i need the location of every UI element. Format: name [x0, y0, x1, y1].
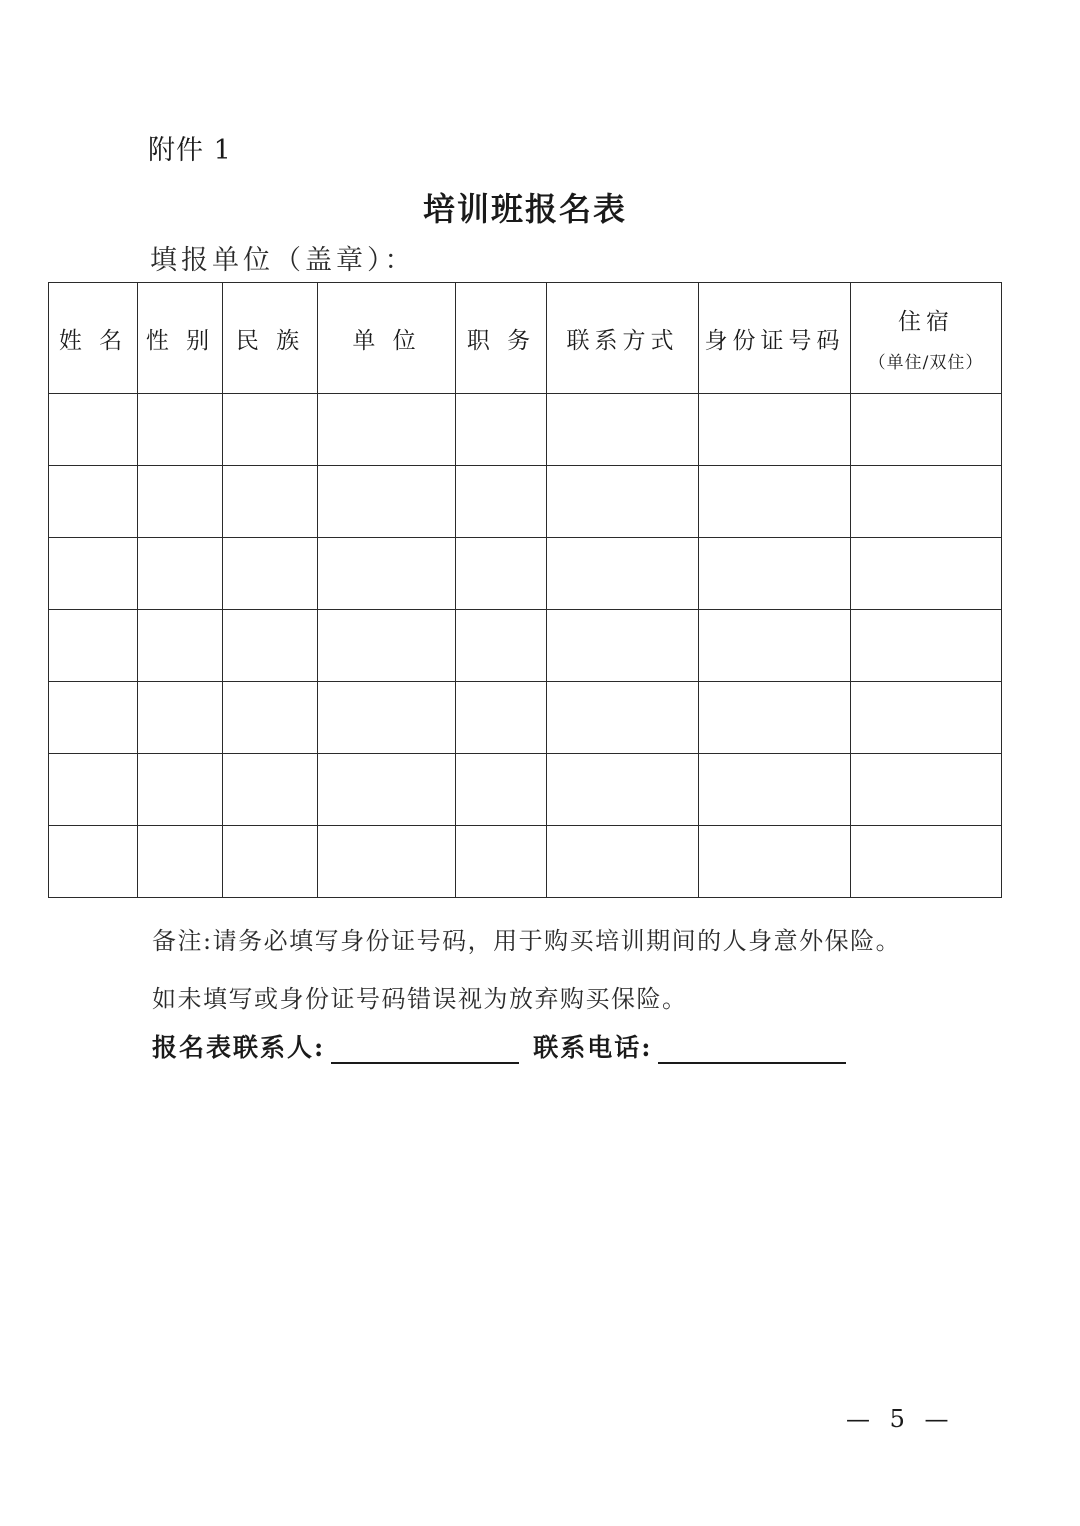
- table-cell[interactable]: [223, 682, 318, 754]
- table-cell[interactable]: [547, 754, 699, 826]
- table-cell[interactable]: [318, 538, 456, 610]
- table-cell[interactable]: [138, 826, 223, 898]
- table-cell[interactable]: [49, 682, 138, 754]
- table-cell[interactable]: [851, 754, 1002, 826]
- table-cell[interactable]: [547, 826, 699, 898]
- table-cell[interactable]: [223, 394, 318, 466]
- table-row: [49, 754, 1002, 826]
- registration-table: [48, 282, 1002, 898]
- table-cell[interactable]: [223, 610, 318, 682]
- table-cell[interactable]: [547, 394, 699, 466]
- table-header-row: [49, 283, 1002, 394]
- header-gender: 性 别: [138, 283, 223, 394]
- table-cell[interactable]: [547, 538, 699, 610]
- remarks-note: 备注:请务必填写身份证号码，用于购买培训期间的人身意外保险。如未填写或身份证号码错误视为放弃购买保险。: [152, 927, 902, 1013]
- header-accommodation: 住宿 （单住/双住）: [851, 283, 1002, 394]
- fill-unit-label: 填报单位（盖章）：: [150, 245, 416, 276]
- table-cell[interactable]: [699, 754, 851, 826]
- table-cell[interactable]: [318, 682, 456, 754]
- table-cell[interactable]: [223, 754, 318, 826]
- table-cell[interactable]: [851, 466, 1002, 538]
- table-cell[interactable]: [318, 826, 456, 898]
- table-cell[interactable]: [456, 538, 547, 610]
- table-row: [49, 826, 1002, 898]
- table-cell[interactable]: [456, 754, 547, 826]
- header-name: 姓 名: [49, 283, 138, 394]
- table-cell[interactable]: [699, 610, 851, 682]
- table-cell[interactable]: [547, 682, 699, 754]
- table-cell[interactable]: [851, 826, 1002, 898]
- table-cell[interactable]: [456, 394, 547, 466]
- table-row: [49, 682, 1002, 754]
- table-cell[interactable]: [138, 754, 223, 826]
- table-cell[interactable]: [318, 394, 456, 466]
- table-cell[interactable]: [138, 466, 223, 538]
- table-cell[interactable]: [49, 538, 138, 610]
- table-cell[interactable]: [851, 394, 1002, 466]
- table-cell[interactable]: [49, 826, 138, 898]
- table-cell[interactable]: [49, 466, 138, 538]
- page-number: — 5 —: [846, 1405, 955, 1433]
- table-cell[interactable]: [699, 538, 851, 610]
- table-cell[interactable]: [318, 754, 456, 826]
- table-cell[interactable]: [699, 394, 851, 466]
- table-cell[interactable]: [547, 610, 699, 682]
- table-cell[interactable]: [318, 466, 456, 538]
- contact-row: [152, 1028, 860, 1064]
- table-cell[interactable]: [138, 610, 223, 682]
- table-cell[interactable]: [223, 466, 318, 538]
- table-cell[interactable]: [547, 466, 699, 538]
- header-accommodation-note: （单住/双住）: [868, 353, 984, 373]
- header-id-number: 身份证号码: [699, 283, 851, 394]
- table-cell[interactable]: [49, 394, 138, 466]
- table-row: [49, 394, 1002, 466]
- table-cell[interactable]: [138, 394, 223, 466]
- table-cell[interactable]: [456, 466, 547, 538]
- table-cell[interactable]: [223, 538, 318, 610]
- table-cell[interactable]: [138, 682, 223, 754]
- table-cell[interactable]: [699, 682, 851, 754]
- form-title: 培训班报名表: [422, 190, 627, 228]
- table-cell[interactable]: [851, 538, 1002, 610]
- contact-person-label: 报名表联系人:: [152, 1033, 326, 1062]
- header-position: 职 务: [456, 283, 547, 394]
- table-cell[interactable]: [49, 754, 138, 826]
- table-cell[interactable]: [318, 610, 456, 682]
- table-row: [49, 538, 1002, 610]
- table-cell[interactable]: [49, 610, 138, 682]
- table-row: [49, 466, 1002, 538]
- table-row: [49, 610, 1002, 682]
- header-contact: 联系方式: [547, 283, 699, 394]
- contact-phone-label: 联系电话:: [533, 1033, 653, 1062]
- table-cell[interactable]: [456, 682, 547, 754]
- header-ethnicity: 民 族: [223, 283, 318, 394]
- header-organization: 单 位: [318, 283, 456, 394]
- table-cell[interactable]: [456, 826, 547, 898]
- contact-phone-field[interactable]: [658, 1034, 846, 1064]
- table-cell[interactable]: [223, 826, 318, 898]
- table-cell[interactable]: [138, 538, 223, 610]
- table-cell[interactable]: [851, 682, 1002, 754]
- attachment-label: 附件 1: [148, 135, 232, 166]
- table-cell[interactable]: [456, 610, 547, 682]
- table-cell[interactable]: [699, 826, 851, 898]
- contact-person-field[interactable]: [331, 1034, 519, 1064]
- table-cell[interactable]: [699, 466, 851, 538]
- table-cell[interactable]: [851, 610, 1002, 682]
